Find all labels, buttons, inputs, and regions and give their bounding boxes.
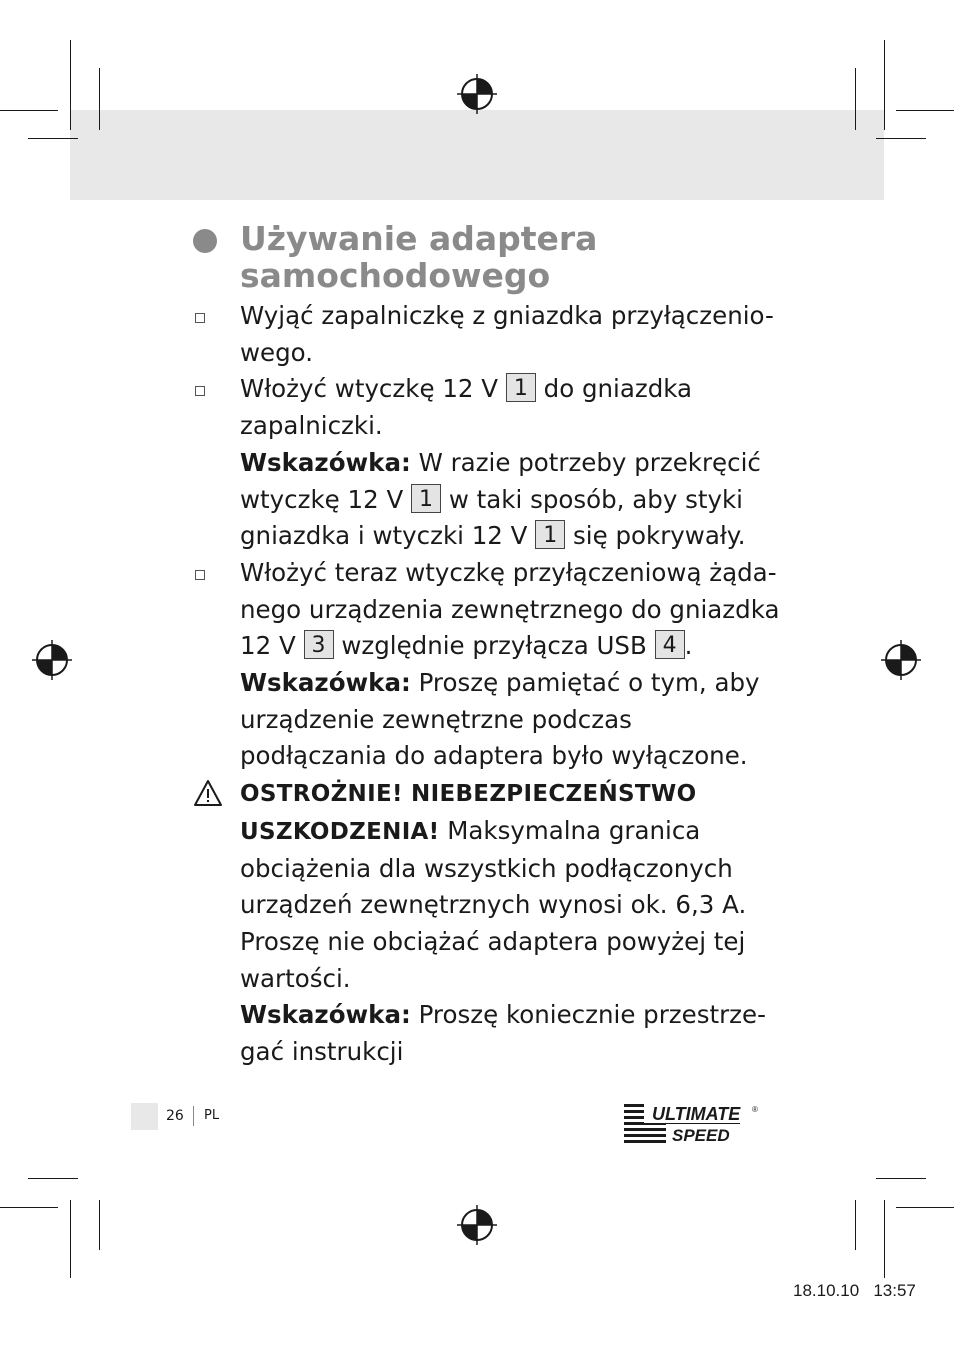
crop-mark (0, 110, 58, 111)
registration-mark-icon (881, 640, 921, 680)
crop-mark (99, 68, 100, 130)
checkbox-bullet-icon (195, 386, 205, 396)
crop-mark (876, 1178, 926, 1179)
warning-heading: OSTROŻNIE! NIEBEZPIECZEŃSTWO USZKODZENIA! (240, 781, 697, 845)
list-item (240, 371, 780, 555)
registered-mark: ® (752, 1105, 758, 1114)
note-label: Wskazówka: (240, 1000, 411, 1030)
warning-text: Maksymalna granica obciążenia dla wszystkich podłączonych urządzeń zewnętrznych wynosi ok. 6,3 A. Proszę nie obciążać adaptera powyżej tej wartości. (240, 815, 747, 993)
registration-mark-icon (457, 74, 497, 114)
crop-mark (896, 1207, 954, 1208)
crop-mark (70, 1200, 71, 1278)
crop-mark (28, 1178, 78, 1179)
checkbox-bullet-icon (195, 313, 205, 323)
note-text: W razie potrzeby przekręcić wtyczkę 12 V (240, 447, 761, 514)
list-item (240, 555, 780, 775)
warning-block (240, 775, 780, 1071)
part-reference: 1 (411, 484, 441, 513)
note-label: Wskazówka: (240, 668, 411, 698)
step-text: Wyjąć zapalniczkę z gniazdka przyłączenio- wego. (240, 301, 774, 367)
logo-text: ULTIMATE (652, 1104, 741, 1124)
part-reference: 4 (655, 630, 685, 659)
language-code: PL (204, 1108, 220, 1123)
crop-mark (884, 1200, 885, 1278)
page-number: 26 (166, 1108, 184, 1124)
note-text: Proszę pamiętać o tym, aby urządzenie zewnętrzne podczas podłączania do adaptera było wyłączone. (240, 668, 760, 771)
crop-mark (855, 68, 856, 130)
note-label: Wskazówka: (240, 447, 411, 477)
instructions (240, 298, 780, 1071)
warning-triangle-icon (193, 779, 223, 807)
part-reference: 1 (506, 373, 536, 402)
step-text: Włożyć teraz wtyczkę przyłączeniową żąda- nego urządzenia zewnętrznego do gniazdka 12 V (240, 557, 780, 661)
part-reference: 1 (535, 520, 565, 549)
note-text: Proszę koniecznie przestrze- gać instrukcji (240, 1000, 766, 1067)
note-text: w taki sposób, aby styki gniazdka i wtyczki 12 V (240, 484, 743, 551)
step-text: Włożyć wtyczkę 12 V (240, 374, 499, 404)
list-item (240, 298, 780, 371)
logo-text: SPEED (672, 1126, 730, 1145)
crop-mark (99, 1200, 100, 1250)
crop-mark (855, 1200, 856, 1250)
part-reference: 3 (304, 630, 334, 659)
crop-mark (28, 138, 78, 139)
section-title: Używanie adaptera samochodowego (240, 219, 598, 295)
header-band (70, 110, 884, 200)
crop-mark (876, 138, 926, 139)
footer-marker (131, 1103, 158, 1130)
checkbox-bullet-icon (195, 570, 205, 580)
step-text: . (684, 631, 693, 661)
print-timestamp: 18.10.10 13:57 (793, 1281, 916, 1300)
crop-mark (0, 1207, 58, 1208)
step-text: do gniazdka zapalniczki. (240, 374, 693, 441)
note-text: się pokrywały. (573, 521, 746, 551)
heading-bullet-icon (193, 229, 217, 253)
footer-divider (193, 1106, 194, 1126)
registration-mark-icon (457, 1205, 497, 1245)
registration-mark-icon (32, 640, 72, 680)
crop-mark (896, 110, 954, 111)
ultimate-speed-logo (622, 1100, 762, 1148)
step-text: względnie przyłącza USB (341, 631, 647, 661)
crop-mark (70, 40, 71, 130)
crop-mark (884, 40, 885, 130)
